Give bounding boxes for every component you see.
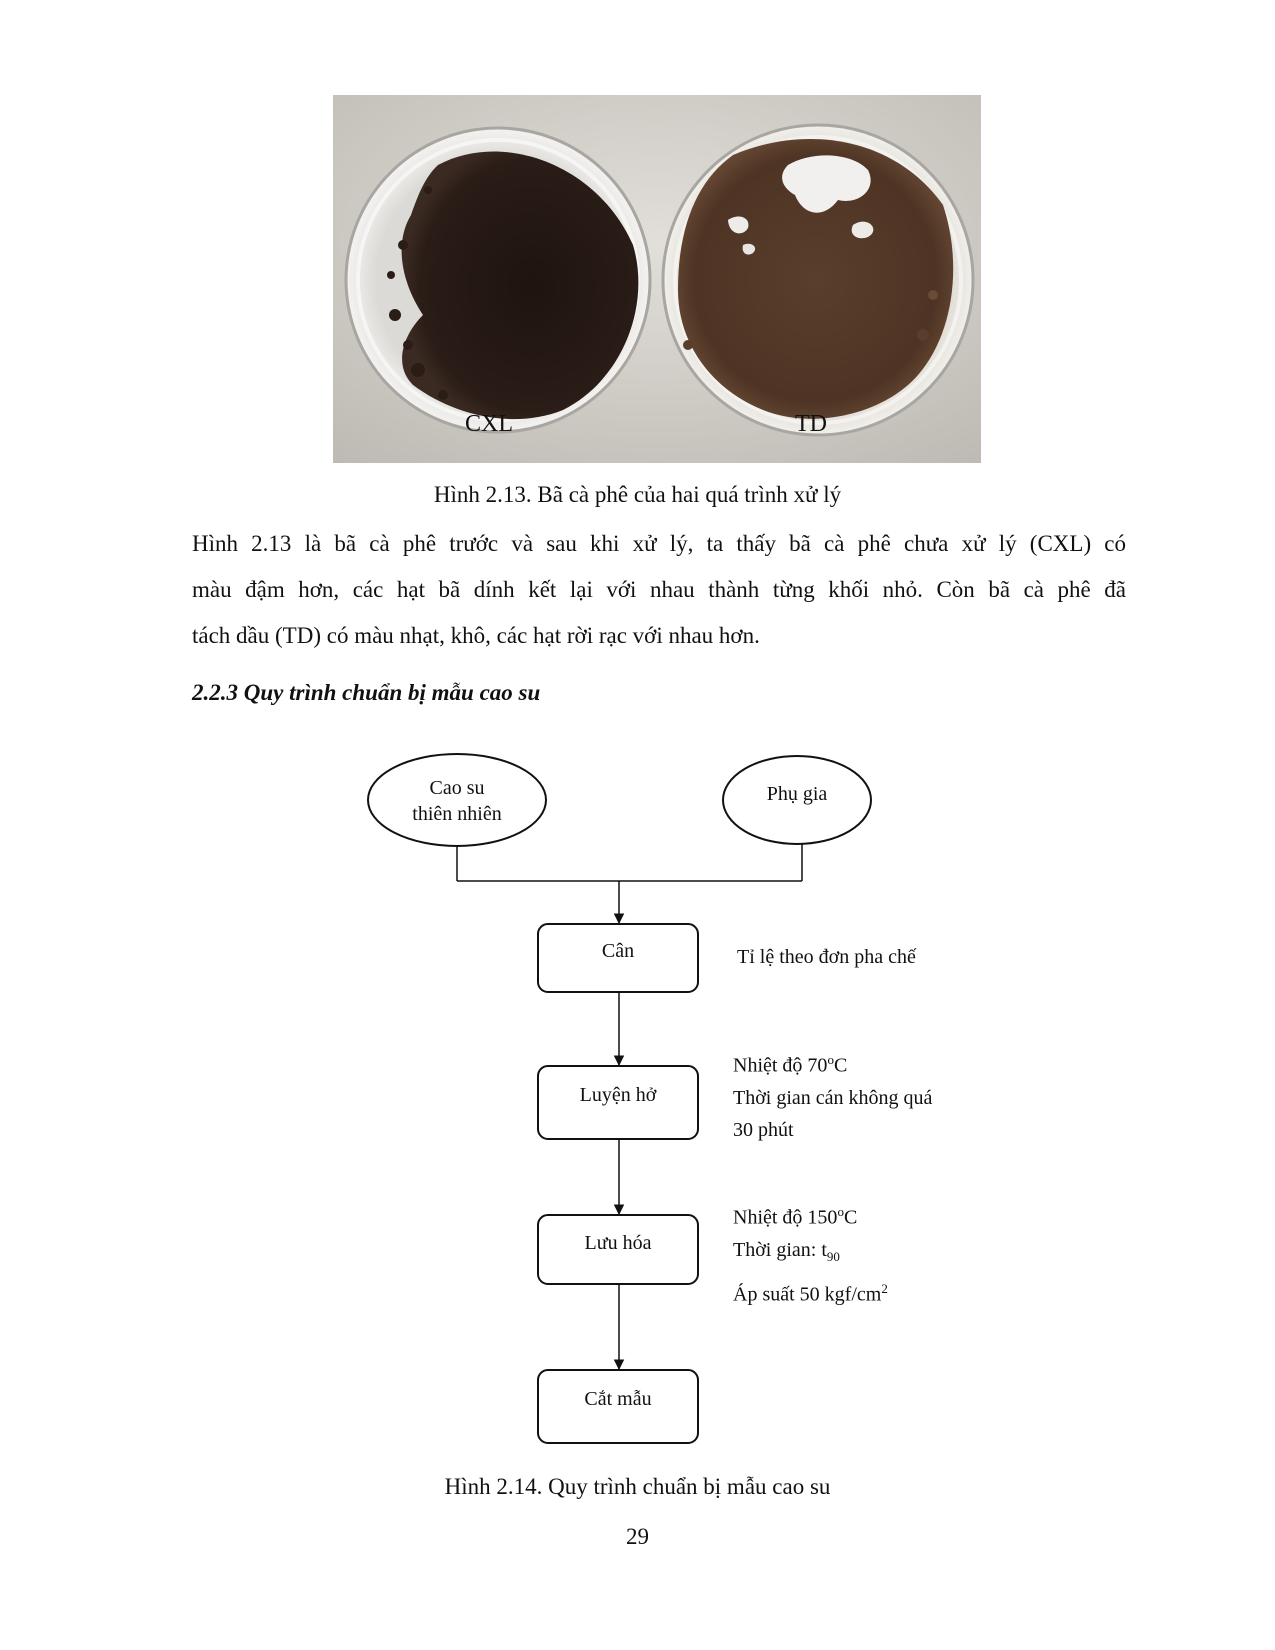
page-number: 29 xyxy=(626,1524,649,1549)
t90-sub: 90 xyxy=(826,1248,840,1264)
squared-sup: 2 xyxy=(881,1280,888,1296)
paragraph-line-2: màu đậm hơn, các hạt bã dính kết lại với nhau thành từng khối nhỏ. Còn bã cà phê đã xyxy=(192,577,1126,602)
celsius-unit: C xyxy=(843,1206,858,1229)
vulcanize-label: Lưu hóa xyxy=(584,1232,652,1254)
natural-rubber-line2: thiên nhiên xyxy=(412,803,502,825)
open-mill-notes xyxy=(733,1044,932,1146)
photo-label-td: TD xyxy=(795,411,827,437)
open-mill-label: Luyện hở xyxy=(579,1084,657,1106)
open-mill-temp-value: Nhiệt độ 70 xyxy=(733,1054,828,1077)
open-mill-time-line2: 30 phút xyxy=(733,1118,794,1141)
vulcanize-time xyxy=(733,1234,888,1273)
coffee-grounds-photo xyxy=(333,95,981,463)
additives-node: Phụ gia xyxy=(766,783,828,805)
figure-2-13-caption: Hình 2.13. Bã cà phê của hai quá trình xử lý xyxy=(433,482,842,507)
section-heading: 2.2.3 Quy trình chuẩn bị mẫu cao su xyxy=(192,680,541,705)
vulcanize-temperature xyxy=(733,1196,888,1234)
degree-sup: o xyxy=(827,1052,834,1067)
body-paragraph xyxy=(192,521,1126,659)
natural-rubber-node xyxy=(367,775,547,827)
degree-sup: o xyxy=(837,1204,844,1219)
natural-rubber-line1: Cao su xyxy=(429,777,485,799)
figure-2-14-caption: Hình 2.14. Quy trình chuẩn bị mẫu cao su xyxy=(444,1474,831,1499)
paragraph-line-1: Hình 2.13 là bã cà phê trước và sau khi xử lý, ta thấy bã cà phê chưa xử lý (CXL) có xyxy=(192,531,1126,556)
vulcanize-pressure xyxy=(733,1273,888,1311)
petri-dishes-illustration xyxy=(333,95,981,463)
paragraph-line-3: tách dầu (TD) có màu nhạt, khô, các hạt rời rạc với nhau hơn. xyxy=(192,623,760,648)
photo-label-cxl: CXL xyxy=(465,411,513,437)
weigh-note: Tỉ lệ theo đơn pha chế xyxy=(737,946,916,968)
open-mill-time-line1: Thời gian cán không quá xyxy=(733,1086,933,1109)
vulcanize-notes xyxy=(733,1196,888,1310)
open-mill-temperature xyxy=(733,1044,932,1082)
cut-label: Cắt mẫu xyxy=(584,1388,652,1410)
vulcanize-temp-value: Nhiệt độ 150 xyxy=(733,1206,838,1229)
celsius-unit: C xyxy=(833,1054,848,1077)
weigh-label: Cân xyxy=(601,940,635,962)
vulcanize-time-label: Thời gian: t xyxy=(733,1238,827,1261)
vulcanize-pressure-value: Áp suất 50 kgf/cm xyxy=(733,1283,882,1306)
